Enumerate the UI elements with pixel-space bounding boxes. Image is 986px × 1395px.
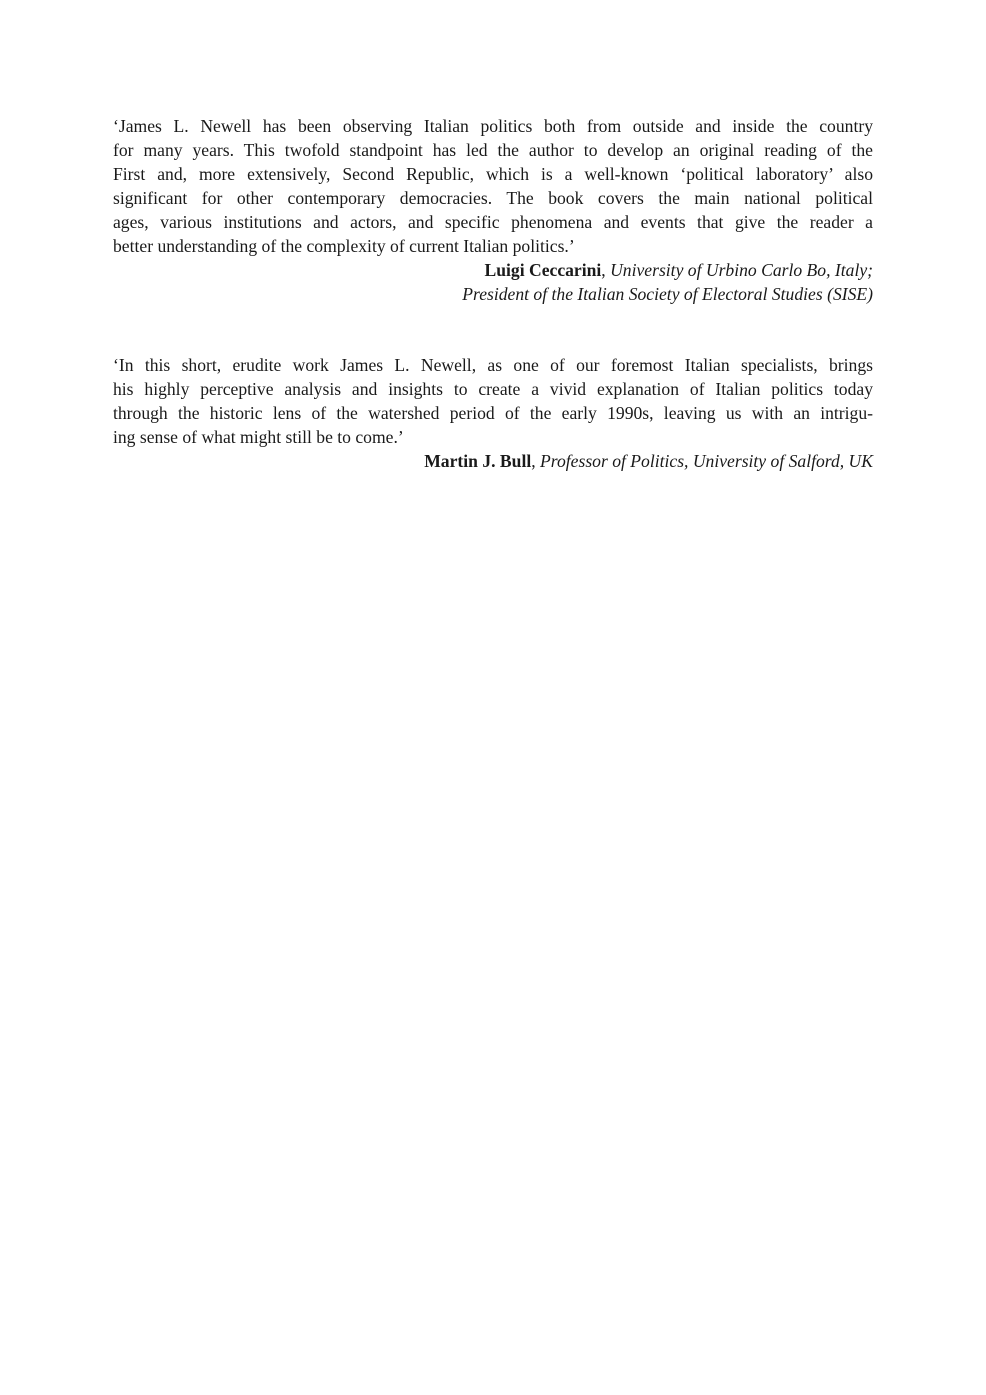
endorsement-bull — [113, 353, 873, 473]
quote-line: better understanding of the complexity of current Italian politics.’ — [113, 236, 575, 256]
quote-line: ing sense of what might still be to come.’ — [113, 427, 404, 447]
author-affiliation: Professor of Politics, University of Salford, UK — [540, 451, 873, 471]
quote-line: significant for other contemporary democracies. The book covers the main national political — [113, 188, 873, 208]
quote-line: his highly perceptive analysis and insights to create a vivid explanation of Italian politics today — [113, 379, 873, 399]
author-separator: , — [601, 260, 611, 280]
author-name: Martin J. Bull — [424, 451, 532, 471]
quote-line: for many years. This twofold standpoint has led the author to develop an original reading of the — [113, 140, 873, 160]
author-affiliation-continued: President of the Italian Society of Electoral Studies (SISE) — [462, 284, 873, 304]
author-affiliation: University of Urbino Carlo Bo, Italy; — [610, 260, 873, 280]
endorsement-quote — [113, 353, 873, 449]
endorsement-attribution — [113, 258, 873, 306]
author-separator: , — [531, 451, 541, 471]
attribution-line — [113, 258, 873, 282]
endorsement-quote — [113, 114, 873, 258]
quote-line: through the historic lens of the watershed period of the early 1990s, leaving us with an intrigu- — [113, 403, 873, 423]
quote-line: ‘James L. Newell has been observing Italian politics both from outside and inside the country — [113, 116, 873, 136]
endorsement-attribution — [113, 449, 873, 473]
quote-line: ages, various institutions and actors, and specific phenomena and events that give the reader a — [113, 212, 873, 232]
quote-line: First and, more extensively, Second Republic, which is a well-known ‘political laboratory’ also — [113, 164, 873, 184]
attribution-line — [113, 449, 873, 473]
endorsement-ceccarini — [113, 114, 873, 306]
quote-line: ‘In this short, erudite work James L. Newell, as one of our foremost Italian specialists, brings — [113, 355, 873, 375]
author-name: Luigi Ceccarini — [484, 260, 602, 280]
